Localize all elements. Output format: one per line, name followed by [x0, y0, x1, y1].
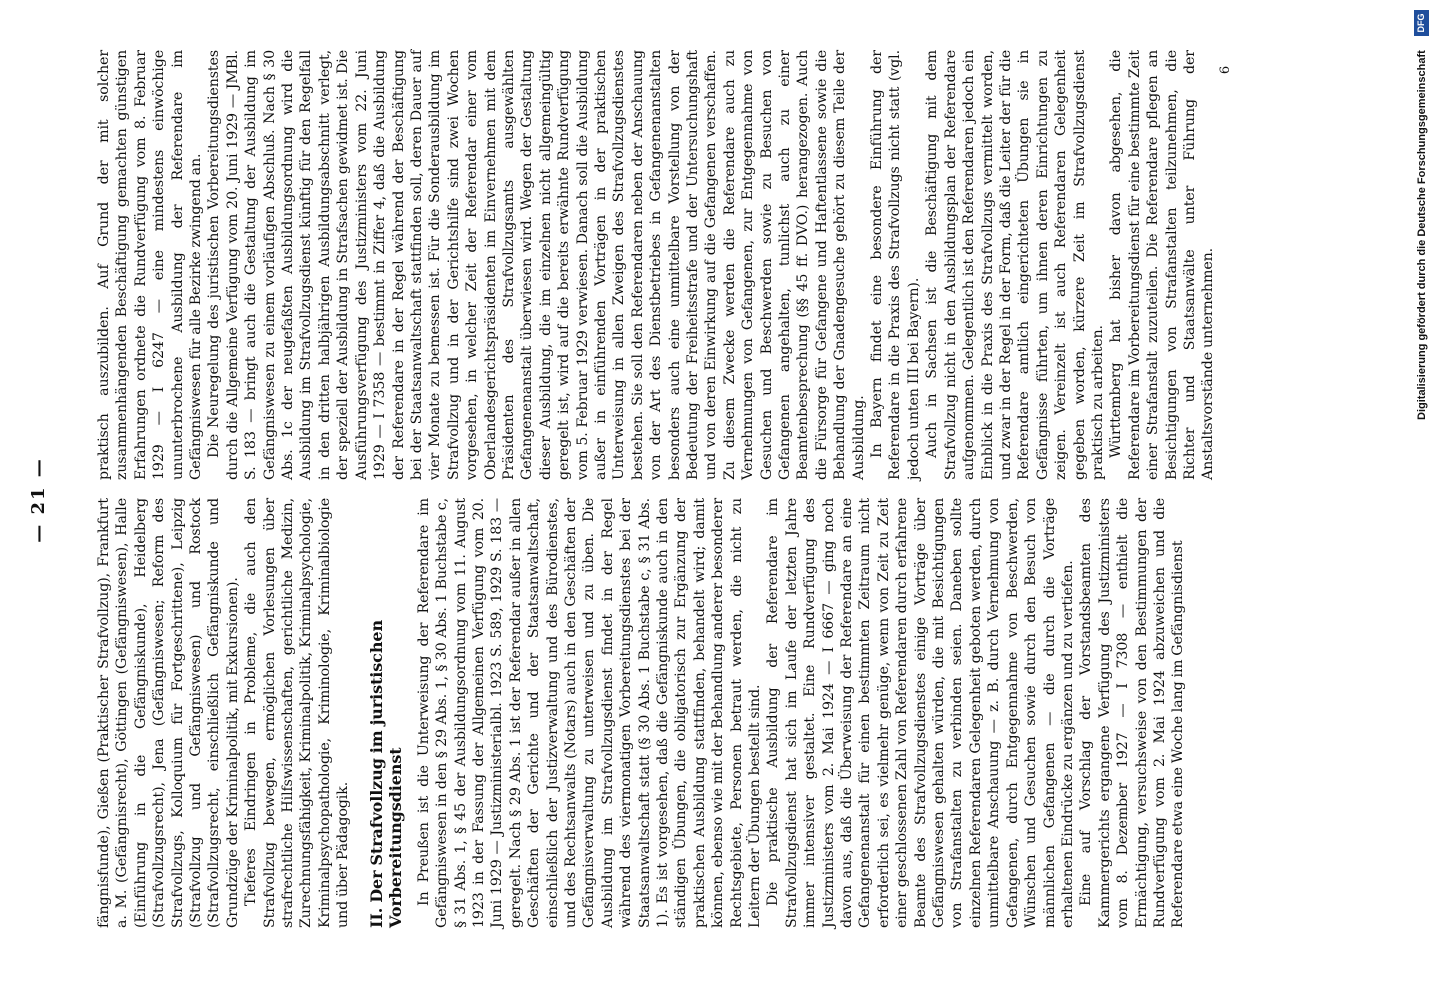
page-number: — 21 —	[28, 457, 49, 543]
left-column	[95, 498, 1188, 928]
section-heading: II. Der Strafvollzug im juristischen Vorbereitungsdienst	[366, 620, 405, 928]
left-paragraph-3: In Preußen ist die Unterweisung der Referendare im Gefängniswesen in den § 29 Abs. 1, § 30 Abs. 1 Buchstabe c, § 31 Abs. 1, § 45 der Ausbildungsordnung vom 11. August 1923 in der Fassung der Allgemeinen Verfügung vom 20. Juni 1929 — Justizministerialbl. 1923 S. 589, 1929 S. 183 — geregelt. Nach § 29 Abs. 1 ist der Referendar außer in allen Geschäften der Gerichte und der Staatsanwaltschaft, einschließlich der Justizverwaltung und des Bürodienstes, und des Rechtsanwalts (Notars) auch in den Geschäften der Gefängnisverwaltung zu unterweisen und zu üben. Die Ausbildung im Strafvollzugsdienst findet in der Regel während des viermonatigen Vorbereitungsdienstes bei der Staatsanwaltschaft statt (§ 30 Abs. 1 Buchstabe c, § 31 Abs. 1). Es ist vorgesehen, daß die Gefängniskunde auch in den ständigen Übungen, die obligatorisch zur Ergänzung der praktischen Ausbildung stattfinden, behandelt wird; damit können, ebenso wie mit der Behandlung anderer besonderer Rechtsgebiete, Personen betraut werden, die nicht zu Leitern der Übungen bestellt sind.	[415, 498, 763, 928]
right-paragraph-2: Die Neuregelung des juristischen Vorbereitungsdienstes durch die Allgemeine Verfügung vom 20. Juni 1929 — JMBl. S. 183 — bringt auch die Gestaltung der Ausbildung im Gefängniswesen zu einem vorläufigen Abschluß. Nach § 30 Abs. 1c der neugefaßten Ausbildungsordnung wird die Ausbildung im Strafvollzugsdienst künftig für den Regelfall in den dritten halbjährigen Ausbildungsabschnitt verlegt, der speziell der Ausbildung in Strafsachen gewidmet ist. Die Ausführungsverfügung des Justizministers vom 22. Juni 1929 — I 7358 — bestimmt in Ziffer 4, daß die Ausbildung der Referendare in der Regel während der Beschäftigung bei der Staatsanwaltschaft stattfinden soll, deren Dauer auf vier Monate zu bemessen ist. Für die Sonderausbildung im Strafvollzug und in der Gerichtshilfe sind zwei Wochen vorgesehen, in welcher Zeit der Referendar einer vom Oberlandesgerichtspräsidenten im Einvernehmen mit dem Präsidenten des Strafvollzugsamts ausgewählten Gefangenenanstalt überwiesen wird. Wegen der Gestaltung dieser Ausbildung, die im einzelnen nicht allgemeingültig geregelt ist, wird auf die bereits erwähnte Rundverfügung vom 5. Februar 1929 verwiesen. Danach soll die Ausbildung außer in einführenden Vorträgen in der praktischen Unterweisung in allen Zweigen des Strafvollzugsdienstes bestehen. Sie soll den Referendaren neben der Anschauung von der Art des Dienstbetriebes in Gefangenenanstalten besonders auch eine unmittelbare Vorstellung von der Bedeutung der Freiheitsstrafe und der Untersuchungshaft und von deren Einwirkung auf die Gefangenen verschaffen. Zu diesem Zwecke werden die Referendare auch zu Vernehmungen von Gefangenen, zur Entgegennahme von Gesuchen und Beschwerden sowie zu Besuchen von Gefangenen angehalten, tunlichst auch zu einer Beamtenbesprechung (§§ 45 ff. DVO.) herangezogen. Auch die Fürsorge für Gefangene und Haftentlassene sowie die Behandlung der Gnadengesuche gehört zu diesem Teile der Ausbildung.	[206, 50, 867, 480]
footer-number: 6	[1218, 65, 1233, 75]
dfg-sidebar	[1412, 0, 1434, 1000]
dfg-credit-text: Digitalisierung gefördert durch die Deutsche Forschungsgemeinschaft	[1416, 50, 1428, 420]
dfg-logo: DFG	[1414, 10, 1429, 36]
left-paragraph-5: Eine auf Vorschlag der Vorstandsbeamten des Kammergerichts ergangene Verfügung des Justizministers vom 8. Dezember 1927 — I 7308 — enthielt die Ermächtigung, versuchsweise von den Bestimmungen der Rundverfügung vom 2. Mai 1924 abzuweichen und die Referendare etwa eine Woche lang im Gefängnisdienst	[1078, 498, 1187, 928]
right-column	[95, 50, 1218, 480]
right-paragraph-5: Württemberg hat bisher davon abgesehen, die Referendare im Vorbereitungsdienst für eine bestimmte Zeit einer Strafanstalt zuzuteilen. Die Referendare pflegen an Besichtigungen von Strafanstalten teilzunehmen, die Richter und Staatsanwälte unter Führung der Anstaltsvorstände unternehmen.	[1108, 50, 1217, 480]
left-paragraph-4: Die praktische Ausbildung der Referendare im Strafvollzugsdienst hat sich im Laufe der letzten Jahre immer intensiver gestaltet. Eine Rundverfügung des Justizministers vom 2. Mai 1924 — I 6667 — ging noch davon aus, daß die Überweisung der Referendare an eine Gefangenenanstalt für einen bestimmten Zeitraum nicht erforderlich sei, es vielmehr genüge, wenn von Zeit zu Zeit einer geschlossenen Zahl von Referendaren durch erfahrene Beamte des Strafvollzugsdienstes einige Vorträge über Gefängniswesen gehalten würden, die mit Besichtigungen von Strafanstalten zu verbinden seien. Daneben sollte einzelnen Referendaren Gelegenheit geboten werden, durch unmittelbare Anschauung — z. B. durch Vernehmung von Gefangenen, durch Entgegennahme von Beschwerden, Wünschen und Gesuchen sowie durch den Besuch von männlichen Gefangenen — die durch die Vorträge erhaltenen Eindrücke zu ergänzen und zu vertiefen.	[765, 498, 1076, 928]
right-paragraph-4: Auch in Sachsen ist die Beschäftigung mit dem Strafvollzug nicht in den Ausbildungsplan der Referendare aufgenommen. Gelegentlich ist den Referendaren jedoch ein Einblick in die Praxis des Strafvollzugs vermittelt worden, und zwar in der Regel in der Form, daß die Leiter der für die Referendare amtlich eingerichteten Übungen sie in Gefängnisse führten, um ihnen deren Einrichtungen zu zeigen. Vereinzelt ist auch Referendaren Gelegenheit gegeben worden, kürzere Zeit im Strafvollzugsdienst praktisch zu arbeiten.	[924, 50, 1106, 480]
left-paragraph-2: Tieferes Eindringen in Probleme, die auch den Strafvollzug bewegen, ermöglichen Vorlesungen über strafrechtliche Hilfswissenschaften, gerichtliche Medizin, Zurechnungsfähigkeit, Kriminalpolitik, Kriminalpsychologie, Kriminalpsychopathologie, Kriminologie, Kriminalbiologie und über Pädagogik.	[243, 498, 352, 928]
right-paragraph-1: praktisch auszubilden. Auf Grund der mit solcher zusammenhängenden Beschäftigung gemachten günstigen Erfahrungen ordnete die Rundverfügung vom 8. Februar 1929 — I 6247 — eine mindestens einwöchige ununterbrochene Ausbildung der Referendare im Gefängniswesen für alle Bezirke zwingend an.	[96, 50, 205, 480]
right-paragraph-3: In Bayern findet eine besondere Einführung der Referendare in die Praxis des Strafvollzugs nicht statt (vgl. jedoch unten III bei Bayern).	[869, 50, 922, 480]
left-paragraph-1: fängnisfunde), Gießen (Praktischer Strafvollzug), Frankfurt a. M. (Gefängnisrecht), Göttingen (Gefängniswesen), Halle (Einführung in die Gefängniskunde), Heidelberg (Strafvollzugsrecht), Jena (Gefängniswesen; Reform des Strafvollzugs, Kolloquium für Fortgeschrittene), Leipzig (Strafvollzug und Gefängniswesen) und Rostock (Strafvollzugsrecht, einschließlich Gefängniskunde und Grundzüge der Kriminalpolitik, mit Exkursionen).	[96, 498, 241, 928]
